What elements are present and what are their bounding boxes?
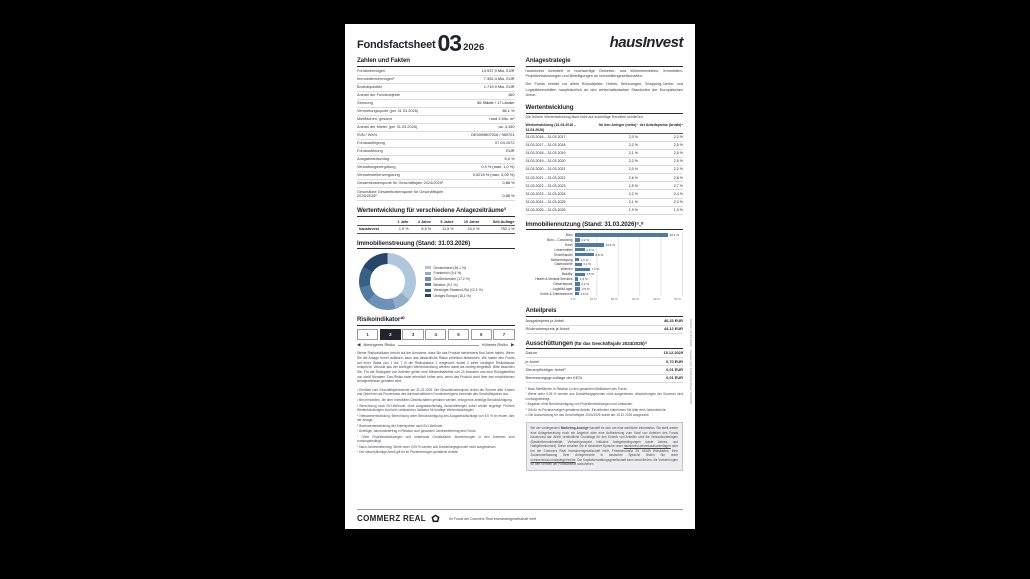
bar-category-label: Lebensmittel — [554, 247, 573, 252]
wert-netto: 1,9 % — [628, 207, 638, 212]
wert-brutto: 2,5 % — [673, 151, 683, 156]
bar — [575, 263, 582, 266]
footnote: ⁷ Werte unter 0,05 % werden aus Darstellungsgründen nicht ausgewiesen. Abweichungen der Summen sind rundungsbedingt. — [525, 392, 683, 401]
perf-value: 1,9 % — [389, 226, 408, 234]
legend-item — [425, 288, 483, 292]
factsheet-page — [345, 24, 695, 529]
bar-category-label: Mobility — [561, 272, 573, 277]
wert-row — [526, 207, 684, 215]
footnote: ⁶ Anteiliger Jahresmietertrag in Relation zum gesamten Jahresmietertrag des Fonds. — [357, 429, 477, 434]
footnote: ⁷ Ohne Projektentwicklungen und unbebaute Grundstücke; Abweichungen in den Summen sind rundungsbedingt. — [357, 434, 515, 444]
table-row — [357, 124, 515, 132]
table-row — [357, 84, 515, 92]
footnote: ⁹ Gilt für im Privatvermögen gehaltene Anteile; Einzelheiten entnehmen Sie bitte dem Jahresbericht. — [525, 407, 667, 412]
footnote: ³ Berechnung nach BVI-Methode: ohne Ausgabeaufschlag, Ausschüttungen sofort wieder angelegt. Frühere Wertentwicklungen sind kein verlässlicher Indikator für künftige Wertentwicklungen. — [357, 403, 515, 413]
row-label: Ausgabeaufschlag — [357, 156, 390, 162]
bar-category-label: Health & Medical Services — [535, 277, 573, 282]
table-row — [357, 188, 515, 201]
table-row — [357, 140, 515, 148]
axis-tick: 0 % — [570, 297, 576, 302]
wertentwicklung-subtitle: Die frühere Wertentwicklung lässt nicht auf zukünftige Renditen schließen. — [525, 115, 644, 120]
disclaimer-text: Bei der vorliegenden — [530, 426, 561, 431]
bar-value-label: 2,2 % — [581, 237, 590, 242]
bar-value-label: 2,5 % — [581, 286, 590, 291]
wert-col1-header: Wertentwicklung (31.03.2016 – 31.03.2026) — [525, 123, 577, 132]
bar-value-label: 1,6 % — [579, 277, 588, 282]
wert-row — [526, 190, 684, 198]
table-row — [357, 92, 515, 100]
row-label: Gesamtkostenquote für Geschäftsjahr 2024/2025¹ — [357, 180, 444, 186]
row-value: 0,70 EUR — [666, 358, 683, 364]
wert-brutto: 2,4 % — [673, 191, 683, 196]
bar-value-label: 13,5 % — [605, 242, 616, 247]
row-label: Mietflächen, gesamt — [357, 115, 392, 121]
legend-color-chip — [425, 277, 431, 280]
document-title-group — [357, 30, 485, 57]
wert-netto: 2,5 % — [628, 183, 638, 188]
bar-category-label: Hotel — [565, 242, 573, 247]
section-heading-anlagestrategie: Anlagestrategie — [526, 57, 684, 67]
commerz-real-logo-icon — [431, 514, 440, 523]
row-label: Verwahrstellenvergütung — [357, 172, 400, 178]
risk-scale-line — [398, 344, 479, 346]
document-title: Fondsfactsheet — [357, 39, 436, 51]
axis-spacer — [526, 297, 573, 301]
risk-level-6: 6 — [471, 329, 492, 340]
wert-brutto: 2,3 % — [673, 199, 683, 204]
table-row — [526, 326, 684, 334]
wert-brutto: 1,9 % — [673, 207, 683, 212]
row-label: Fondsvermögen — [357, 67, 386, 73]
immobilienstreuung-chart — [359, 253, 515, 310]
wert-period: 31.03.2019 – 31.03.2020 — [525, 159, 566, 164]
wert-period: 31.03.2016 – 31.03.2017 — [525, 135, 566, 140]
row-label: Rücknahmepreis je Anteil — [525, 325, 570, 331]
footnote: ² Bei Immobilien, die über Immobilien-Gesellschaften gehalten werden, erfolgt eine anteilige Berücksichtigung. — [357, 398, 513, 403]
table-row — [357, 68, 515, 76]
axis-tick: 30 % — [632, 297, 639, 302]
table-row — [357, 156, 515, 164]
row-label: Immobilienvermögen² — [357, 75, 395, 81]
perf-value-row — [357, 226, 515, 234]
document-header — [357, 30, 683, 57]
footnote: ⁴ Nettowertentwicklung: Berechnung unter Berücksichtigung des Ausgabeaufschlags von 5,0 % im ersten Jahr der Anlage. — [357, 413, 515, 423]
section-heading-anteilpreis: Anteilpreis — [526, 307, 684, 317]
bar — [575, 248, 585, 251]
bar-value-label: 2,2 % — [581, 282, 590, 286]
axis-tick-labels — [570, 297, 684, 302]
legend-color-chip — [425, 272, 431, 275]
row-value: DE0009807016 / 980701 — [471, 132, 515, 138]
row-value: 86,1 % — [502, 107, 515, 113]
row-label: Streuung — [357, 99, 373, 105]
legend-label: Vereinigte Staaten/USA (12,1 %) — [433, 288, 483, 293]
footnote: ⁵ Bruttowertentwicklung der Anteilspreise nach BVI-Methode. — [357, 423, 444, 428]
wertentwicklung-rows — [526, 134, 684, 215]
footnote: ⁹ Der steuerpflichtige Anteil gilt für im Privatvermögen gehaltene Anteile. — [357, 450, 459, 455]
left-arrow-icon: ◀ — [357, 341, 361, 347]
hausinvest-logo: hausInvest — [609, 34, 683, 51]
bar-category-label: Kultur & Entertainment — [540, 291, 573, 296]
table-row — [526, 350, 684, 358]
bar-value-label: 4,5 % — [586, 247, 595, 252]
bar-value-label: 7,0 % — [591, 267, 600, 272]
legend-color-chip — [425, 266, 431, 269]
legend-label: Übriges Europa (16,1 %) — [433, 293, 471, 298]
commerz-real-logo-text: COMMERZ REAL — [357, 514, 426, 523]
row-label: Verwaltungsvergütung — [357, 164, 396, 170]
row-label: Anzahl der Mieter (per 31.03.2026) — [357, 124, 418, 130]
disclaimer-link: commerzreal.com/anlegerrechte — [530, 457, 576, 462]
row-label: ISIN / WKN — [357, 132, 377, 138]
row-value: 0,0215 % (max. 0,05 %) — [472, 172, 515, 178]
wert-period: 31.03.2020 – 31.03.2021 — [525, 167, 566, 172]
wert-row — [526, 158, 684, 166]
perf-col-header: Seit Auflage — [479, 219, 514, 226]
zahlen-und-fakten-table — [357, 68, 515, 202]
wert-period: 31.03.2025 – 31.03.2026 — [525, 207, 566, 212]
row-label: Fondswährung — [357, 148, 383, 154]
legend-label: Großbritannien (17,2 %) — [433, 277, 470, 282]
strategy-paragraph: hausInvest investiert in hochwertige Gewerbe- und Wohnimmobilien, Immobilien-Projektentwicklungen und Beteiligungen an Immobiliengesellschaften. — [525, 69, 683, 79]
footnote: ⁶ Nach Mietflächen in Relation zu den gesamten Mietflächen des Fonds. — [525, 386, 628, 391]
bar-category-label: Gastronomie — [554, 262, 573, 267]
perf-header-row — [357, 219, 515, 226]
row-label: je Anteil — [525, 358, 540, 364]
disclaimer-text: oder bei der Commerz Real Investmentgesellschaft mbH, Friedrichstraße 25, 65185 Wiesbaden. Eine Zusammenfassung Ihrer Anlegerrechte in deutscher Sprache finden Sie unter — [530, 444, 678, 458]
wert-row — [526, 182, 684, 190]
table-row — [526, 375, 684, 383]
row-value: 0,88 % — [502, 193, 515, 199]
row-label: Bemessungsgrundlage der KESt — [525, 374, 582, 380]
legend-item — [425, 266, 483, 270]
perf-value: 11,5 % — [431, 226, 454, 234]
strategy-paragraph: Der Fonds erwirbt vor allem Büroobjekte, Hotels, Wohnungen, Shopping-Center und Logistikimmobilien hauptsächlich an den wirtschaftsstarken Standorten der Europäischen Union. — [525, 82, 683, 98]
wertentwicklung-table-header — [526, 122, 684, 134]
bar — [575, 258, 579, 261]
bar-value-label: 1,9 % — [580, 257, 589, 262]
table-row — [357, 172, 515, 180]
table-row — [357, 100, 515, 108]
bar — [575, 268, 590, 271]
row-value: ca. 4.190 — [498, 124, 515, 130]
wert-brutto: 2,5 % — [673, 159, 683, 164]
wert-netto: 2,6 % — [628, 175, 638, 180]
row-label: Anzahl der Fondsobjekte — [357, 91, 401, 97]
page-footer — [357, 509, 683, 523]
row-value: 5,0 % — [504, 156, 515, 162]
perf-value: 752,1 % — [479, 226, 514, 234]
row-value: 7.352,4 Mio. EUR — [483, 75, 515, 81]
ausschuettungen-subtitle: (für das Geschäftsjahr 2024/2025)¹¹ — [574, 340, 648, 346]
wertentwicklung-table — [526, 122, 684, 215]
table-row — [526, 358, 684, 366]
row-label: Steuerpflichtiger Anteil⁹ — [525, 366, 566, 372]
legend-color-chip — [425, 283, 431, 286]
perf-col-header: 3 Jahre — [409, 219, 432, 226]
risk-scale — [357, 329, 515, 340]
wert-brutto: 2,7 % — [673, 183, 683, 188]
row-value: 0,9 % (max. 1,0 %) — [481, 164, 515, 170]
right-arrow-icon: ▶ — [511, 341, 515, 347]
axis-tick: 50 % — [674, 297, 681, 302]
section-heading-immobilienstreuung: Immobilienstreuung (Stand: 31.03.2026) — [357, 240, 515, 250]
bar — [575, 273, 585, 276]
issue-year: 2026 — [463, 41, 485, 53]
perf-col-header: 1 Jahr — [389, 219, 408, 226]
right-column — [526, 57, 684, 471]
wert-col2-header: für den Anleger (netto)⁴ — [598, 123, 638, 128]
legend-label: Frankreich (9,4 %) — [433, 271, 462, 276]
risk-level-5: 5 — [448, 329, 469, 340]
row-label: Bruttoliquidität — [357, 83, 382, 89]
row-value: 160 — [508, 91, 515, 97]
risk-level-2: 2 — [380, 329, 401, 340]
bar — [575, 277, 578, 280]
section-heading-immobiliennutzung: Immobiliennutzung (Stand: 31.03.2026)⁵,⁸ — [526, 221, 684, 231]
row-value: 15.12.2025 — [663, 350, 683, 356]
row-value: 0,01 EUR — [666, 374, 683, 380]
legend-item — [425, 271, 483, 275]
row-value: EUR — [506, 148, 515, 154]
ausschuettungen-table — [526, 350, 684, 382]
row-value: 44,12 EUR — [663, 325, 683, 331]
bar — [575, 243, 604, 246]
bar-category-label: Logistik/Lager — [552, 286, 573, 291]
footnote: ⁸ Nach Jahresmietertrag; Werte unter 0,05 % werden aus Darstellungsgründen nicht ausgewiesen. — [357, 444, 497, 449]
wert-row — [526, 199, 684, 207]
wert-period: 31.03.2024 – 31.03.2025 — [525, 199, 566, 204]
legend-label: Deutschland (36,1 %) — [433, 265, 467, 270]
wert-period: 31.03.2023 – 31.03.2024 — [525, 191, 566, 196]
wert-netto: 2,1 % — [628, 199, 638, 204]
donut-legend — [425, 266, 483, 298]
table-row — [357, 180, 515, 188]
legend-item — [425, 294, 483, 298]
wert-row — [526, 150, 684, 158]
row-value: 56 Städte / 17 Länder — [477, 99, 515, 105]
donut-chart — [359, 253, 416, 310]
wert-period: 31.03.2017 – 31.03.2018 — [525, 143, 566, 148]
donut-hole — [370, 264, 405, 299]
bar-category-label: Wohnen — [560, 267, 573, 272]
bar-category-label: Büro – Coworking — [547, 237, 573, 242]
content-columns — [357, 57, 683, 471]
table-row — [526, 318, 684, 326]
bar — [575, 253, 594, 256]
table-row — [357, 76, 515, 84]
row-label: Datum — [525, 350, 537, 356]
perf-col-header: 5 Jahre — [431, 219, 454, 226]
table-row — [357, 148, 515, 156]
right-footnotes — [526, 387, 684, 418]
footnote: ¹ Ermittelt zum Geschäftsjahresende am 31.03.2025. Die Gesamtkostenquote drückt die Summe aller Kosten und Gebühren als Prozentsatz des durchschnittlichen Fondsvermögens innerhalb des Geschäftsjahres aus. — [357, 388, 515, 397]
wert-brutto: 2,2 % — [673, 135, 683, 140]
row-value: rund 3 Mio. m² — [489, 115, 515, 121]
wert-netto: 2,0 % — [628, 135, 638, 140]
section-heading-anlagezeitraeume: Wertentwicklung für verschiedene Anlagezeiträume³ — [357, 207, 515, 217]
row-value: 46,33 EUR — [663, 317, 683, 323]
bar-value-label: 8,8 % — [595, 252, 604, 257]
wert-netto: 2,0 % — [628, 167, 638, 172]
footnote: ¹¹ Die Ausschüttung für das Geschäftsjahr 2024/2025 wurde am 15.12.2025 ausgezahlt. — [525, 413, 650, 418]
legend-item — [425, 277, 483, 281]
wert-netto: 2,2 % — [628, 143, 638, 148]
risk-level-7: 7 — [493, 329, 514, 340]
axis-tick: 40 % — [653, 297, 660, 302]
bar-category-label: Gewerbepark — [553, 282, 573, 286]
wert-row — [526, 166, 684, 174]
table-row — [357, 164, 515, 172]
disclaimer-text: handelt es sich um eine werbliche Information. Sie stellt weder eine Anlageberatung noch ein Angebot oder eine Aufforderung zum Kauf von Anteilen des Fonds hausInvest dar. Allein verbindliche Grundlage für den Erwerb von Anteilen sind die Verkaufsunterlagen (Basisinformationsblatt, Verkaufsprospekt inklusive Anlagebedingungen sowie Jahres- und Halbjahresbericht). Diese erhalten Sie in deutscher Sprache unter — [530, 426, 678, 449]
bar — [575, 282, 580, 285]
risk-level-1: 1 — [357, 329, 378, 340]
risk-high-label: Höheres Risiko — [481, 342, 509, 348]
wert-brutto: 2,2 % — [673, 167, 683, 172]
section-heading-ausschuettungen — [526, 340, 684, 350]
left-footnotes — [357, 388, 515, 455]
row-label: Geschätzte Gesamtkostenquote für Geschäftsjahr 2025/2026² — [357, 188, 444, 199]
bar-value-label: 4,5 % — [586, 272, 595, 277]
legend-item — [425, 283, 483, 287]
row-label: Fondsauflegung — [357, 140, 385, 146]
bar — [575, 287, 580, 290]
bar-value-label: 3,1 % — [583, 262, 592, 267]
bar — [575, 238, 580, 241]
bar-value-label: 43,4 % — [669, 233, 680, 238]
section-heading-zahlen-und-fakten: Zahlen und Fakten — [357, 57, 515, 67]
wert-period: 31.03.2022 – 31.03.2023 — [525, 183, 566, 188]
risk-description: Dieser Risikoindikator beruht auf der Annahme, dass Sie das Produkt mindestens fünf Jahre halten. Wenn Sie die Anlage früher auflösen, kann das tatsächliche Risiko erheblich abweichen. Wir haben den Fonds auf einer Skala von 1 bis 7 in die Risikoklasse 2 eingestuft, wobei 2 einer niedrigen Risikoklasse entspricht. Verluste aus der künftigen Wertentwicklung werden damit als niedrig eingestuft. Bitte beachten Sie: Für die Rückgabe von Anteilen gelten eine Mindesthaltefrist von 24 Monaten und eine Rückgabefrist von zwölf Monaten. Das Risiko kann erheblich höher sein, wenn das Produkt nicht über den empfohlenen Anlagezeitraum gehalten wird. — [357, 351, 515, 384]
axis-tick: 10 % — [589, 297, 597, 302]
barchart-axis — [526, 297, 684, 301]
row-value: 0,01 EUR — [666, 366, 683, 372]
wert-brutto: 2,8 % — [673, 175, 683, 180]
side-note-vertical: Stand: 31.03.2026 · hausInvest Fondsfactsheet 03/2026 — [689, 319, 693, 405]
footer-tagline: Ihr Fonds der Commerz Real Investmentgesellschaft mbH — [448, 516, 537, 521]
table-row — [357, 116, 515, 124]
wert-brutto: 2,5 % — [673, 143, 683, 148]
wert-period: 31.03.2018 – 31.03.2019 — [525, 151, 566, 156]
risk-low-label: Niedrigeres Risiko — [363, 342, 396, 348]
section-heading-wertentwicklung: Wertentwicklung — [526, 104, 684, 114]
disclaimer-text: . Die Kapitalverwaltungsgesellschaft kann beschließen, die Vorkehrungen für den Vertrieb der Fondsanteile aufzuheben. — [530, 457, 678, 467]
issue-number: 03 — [437, 30, 462, 57]
bar — [575, 292, 579, 295]
table-row — [357, 132, 515, 140]
risk-level-4: 4 — [425, 329, 446, 340]
disclaimer-text: Marketing-Anzeige — [560, 426, 589, 431]
table-row — [357, 108, 515, 116]
wert-netto: 2,2 % — [628, 191, 638, 196]
immobiliennutzung-chart — [526, 233, 684, 297]
wert-col3-header: der Anteilspreise (brutto)⁵ — [639, 123, 683, 128]
perf-row-name: hausInvest — [357, 226, 389, 234]
anlagestrategie-paragraphs — [526, 69, 684, 98]
marketing-disclaimer-box — [526, 422, 684, 471]
perf-value: 8,5 % — [409, 226, 432, 234]
risk-scale-labels — [357, 342, 515, 347]
legend-color-chip — [425, 294, 431, 297]
legend-color-chip — [425, 289, 431, 292]
section-heading-risikoindikator: Risikoindikator¹⁰ — [357, 316, 515, 326]
bar-value-label: 1,8 % — [580, 291, 589, 296]
left-column — [357, 57, 515, 471]
bar-category-label: Nahversorgung — [550, 257, 573, 262]
row-value: 14.937,9 Mio. EUR — [481, 67, 515, 73]
row-label: Ausgabepreis je Anteil — [525, 317, 564, 323]
disclaimer-link: hausinvest.de/verkaufsunterlagen — [623, 444, 671, 449]
bar — [575, 233, 668, 236]
row-label: Vermietungsquote (per 31.03.2026) — [357, 107, 419, 113]
footnote: ⁸ Angaben ohne Berücksichtigung von Projektentwicklungen und Umbauten. — [525, 402, 634, 407]
bar-row — [526, 291, 684, 296]
perf-col-header: 10 Jahre — [454, 219, 480, 226]
bar-category-label: Büro — [565, 233, 573, 238]
wert-row — [526, 134, 684, 142]
row-value: 07.04.1972 — [495, 140, 515, 146]
wert-row — [526, 174, 684, 182]
perf-value: 24,0 % — [454, 226, 480, 234]
risk-level-3: 3 — [402, 329, 423, 340]
perf-col-header — [357, 219, 389, 226]
ausschuettungen-title: Ausschüttungen — [525, 339, 573, 347]
wert-period: 31.03.2021 – 31.03.2022 — [525, 175, 566, 180]
legend-label: Benelux (9,1 %) — [433, 282, 458, 287]
wert-row — [526, 142, 684, 150]
wert-netto: 2,1 % — [628, 151, 638, 156]
row-value: 1.719,9 Mio. EUR — [483, 83, 515, 89]
anlagezeitraeume-table — [357, 219, 515, 234]
bar-category-label: Einzelhandel — [554, 252, 573, 257]
row-value: 0,88 % — [502, 180, 515, 186]
axis-tick: 20 % — [610, 297, 618, 302]
wert-netto: 2,2 % — [628, 159, 638, 164]
bar-track — [575, 291, 683, 296]
table-row — [526, 366, 684, 374]
anteilpreis-table — [526, 318, 684, 334]
